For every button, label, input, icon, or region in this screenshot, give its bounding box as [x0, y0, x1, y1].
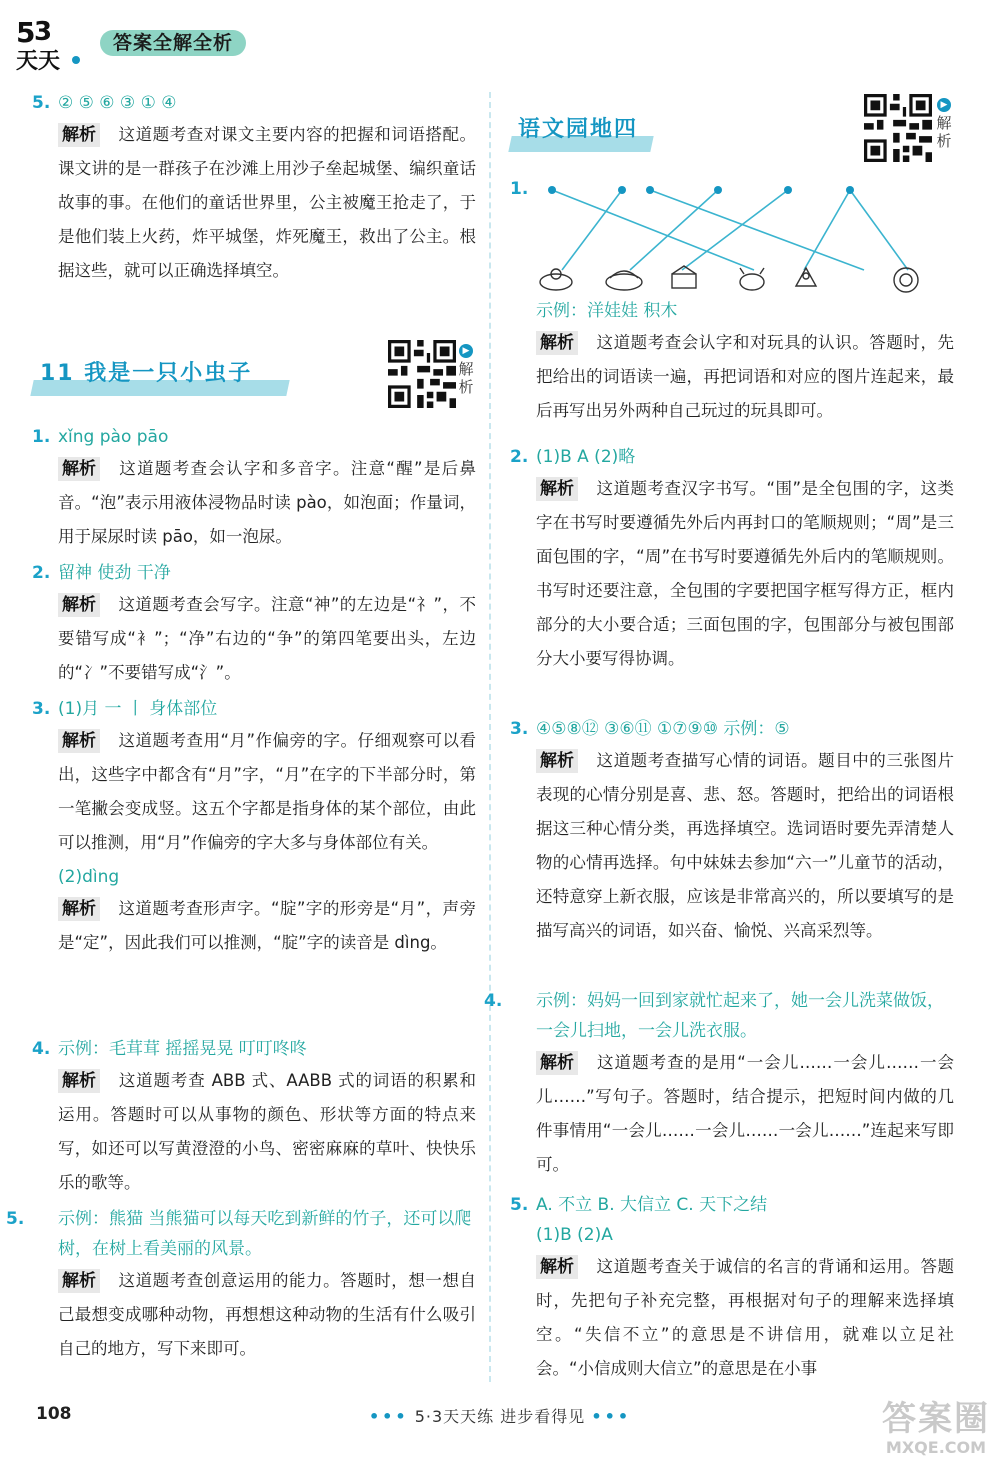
left-q3: 3. (1)月 一 丨 身体部位 解析 这道题考查用“月”作偏旁的字。仔细观察可以看出，这些字中都含有“月”字，“月”在字的下半部分时，第一笔撇会变成竖。这五个字都是指身体的某个部位，由此可以推测，用“月”作偏旁的字大多与身体部位有关。 (2)dìng 解析 这道题考查形声字。“腚”字的形旁是“月”，声旁是“定”，因此我们可以推测，“腚”字的读音是 dìng。 — [32, 699, 476, 952]
page-number: 108 — [36, 1404, 72, 1424]
analysis-text: 这道题考查用“月”作偏旁的字。仔细观察可以看出，这些字中都含有“月”字，“月”在字的下半部分时，第一笔撇会变成竖。这五个字都是指身体的某个部位，由此可以推测，用“月”作偏旁的字大多与身体部位有关。 — [58, 731, 476, 852]
header-tag: 答案全解全析 — [100, 30, 246, 56]
section-title-garden-4: 语文园地四 — [510, 110, 652, 156]
watermark-logo: 答案圈 MXQE.COM — [882, 1399, 990, 1457]
analysis-text: 这道题考查会写字。注意“神”的左边是“礻”，不要错写成“衤”；“净”右边的“争”的第四笔要出头，左边的“冫”不要错写成“氵”。 — [58, 595, 476, 682]
answer-text: ② ⑤ ⑥ ③ ① ④ — [58, 93, 177, 113]
qr-label: ▶ 解析 — [936, 100, 952, 150]
toy-picture-icon — [540, 266, 918, 292]
analysis-text: 这道题考查 ABB 式、AABB 式的词语的积累和运用。答题时可以从事物的颜色、形状等方面的特点来写，如还可以写黄澄澄的小鸟、密密麻麻的草叶、快快乐乐的歌等。 — [58, 1071, 476, 1192]
answer-text: (1)月 一 丨 身体部位 — [58, 699, 218, 719]
answer-text: xǐng pào pāo — [58, 427, 169, 447]
svg-text:3: 3 — [34, 17, 53, 47]
svg-text:天天: 天天 — [16, 49, 61, 74]
analysis-text: 这道题考查创意运用的能力。答题时，想一想自己最想变成哪种动物，再想想这种动物的生活有什么吸引自己的地方，写下来即可。 — [58, 1271, 476, 1358]
question-number: 5. — [32, 93, 51, 113]
left-q4: 4. 示例：毛茸茸 摇摇晃晃 叮叮咚咚 解析 这道题考查 ABB 式、AABB 式的词语的积累和运用。答题时可以从事物的颜色、形状等方面的特点来写，如还可以写黄澄澄的小鸟、密密麻麻的草叶、快快乐乐的歌等。 — [32, 1039, 476, 1192]
analysis-text: 这道题考查会认字和多音字。注意“醒”是后鼻音。“泡”表示用液体浸物品时读 pào，如泡面；作量词，用于屎尿时读 pāo，如一泡尿。 — [58, 459, 476, 546]
analysis-text: 这道题考查汉字书写。“围”是全包围的字，这类字在书写时要遵循先外后内再封口的笔顺规则；“周”是三面包围的字，“周”在书写时要遵循先外后内的笔顺规则。书写时还要注意，全包围的字要把国字框写得方正，框内部分的大小要合适；三面包围的字，包围部分与被包围部分大小要写得协调。 — [536, 479, 954, 668]
left-q1: 1. xǐng pào pāo 解析 这道题考查会认字和多音字。注意“醒”是后鼻音。“泡”表示用液体浸物品时读 pào，如泡面；作量词，用于屎尿时读 pāo，如一泡尿。 — [32, 427, 476, 546]
right-q1: 1. 示例：洋娃娃 积木 解析 这道题考查会认字和对玩具的认识。答题时，先把给出的词语读一遍，再把词语和对应的图片连起来，最后再写出另外两种自己玩过的玩具即可。 — [510, 179, 954, 420]
qr-code-icon[interactable] — [388, 340, 456, 408]
svg-text:5: 5 — [16, 16, 36, 49]
analysis-text: 这道题考查会认字和对玩具的认识。答题时，先把给出的词语读一遍，再把词语和对应的图片连起来，最后再写出另外两种自己玩过的玩具即可。 — [536, 333, 954, 420]
analysis-text: 这道题考查形声字。“腚”字的形旁是“月”，声旁是“定”，因此我们可以推测，“腚”字的读音是 dìng。 — [58, 899, 476, 952]
analysis-text: 这道题考查关于诚信的名言的背诵和运用。答题时，先把句子补充完整，再根据对句子的理解来选择填空。“失信不立”的意思是不讲信用，就难以立足社会。“小信成则大信立”的意思是在小事 — [536, 1257, 954, 1378]
left-q5-prev — [32, 88, 476, 288]
answer-text: 留神 使劲 干净 — [58, 563, 171, 583]
answer-text: (1)B A (2)略 — [536, 447, 636, 467]
section-title-lesson-11: 11 我是一只小虫子 — [32, 354, 288, 400]
column-divider — [489, 92, 491, 1382]
qr-label: ▶ 解析 — [458, 346, 474, 396]
brand-logo-icon — [12, 12, 94, 74]
footer-slogan: ••• 5·3天天练 进步看得见 ••• — [368, 1407, 632, 1426]
analysis-label: 解析 — [58, 123, 100, 147]
right-q5: 5. A. 不立 B. 大信立 C. 天下之结 (1)B (2)A 解析 这道题考查关于诚信的名言的背诵和运用。答题时，先把句子补充完整，再根据对句子的理解来选择填空。“失信不立”的意思是不讲信用，就难以立足社会。“小信成则大信立”的意思是在小事 — [510, 1195, 954, 1378]
answer-text: 示例：妈妈一回到家就忙起来了，她一会儿洗菜做饭，一会儿扫地，一会儿洗衣服。 — [536, 991, 944, 1041]
answer-text: 示例：熊猫 当熊猫可以每天吃到新鲜的竹子，还可以爬树，在树上看美丽的风景。 — [58, 1209, 472, 1259]
left-q5: 5. 示例：熊猫 当熊猫可以每天吃到新鲜的竹子，还可以爬树，在树上看美丽的风景。 解析 这道题考查创意运用的能力。答题时，想一想自己最想变成哪种动物，再想想这种动物的生活有什么吸引自己的地方，写下来即可。 — [6, 1209, 476, 1358]
example-answer: 示例：洋娃娃 积木 — [536, 301, 678, 321]
analysis-text: 这道题考查对课文主要内容的把握和词语搭配。课文讲的是一群孩子在沙滩上用沙子垒起城堡、编织童话故事的事。在他们的童话世界里，公主被魔王抢走了，于是他们装上火药，炸平城堡，炸死魔王，救出了公主。根据这些，就可以正确选择填空。 — [58, 125, 476, 280]
left-q2: 2. 留神 使劲 干净 解析 这道题考查会写字。注意“神”的左边是“礻”，不要错写成“衤”；“净”右边的“争”的第四笔要出头，左边的“冫”不要错写成“氵”。 — [32, 563, 476, 682]
qr-code-icon[interactable] — [864, 94, 932, 162]
right-q4: 4. 示例：妈妈一回到家就忙起来了，她一会儿洗菜做饭，一会儿扫地，一会儿洗衣服。 解析 这道题考查的是用“一会儿……一会儿……一会儿……”写句子。答题时，结合提示，把短时间内做的几件事情用“一会儿……一会儿……一会儿……”连起来写即可。 — [484, 991, 954, 1174]
analysis-text: 这道题考查描写心情的词语。题目中的三张图片表现的心情分别是喜、悲、怒。答题时，把给出的词语根据这三种心情分类，再选择填空。选词语时要先弄清楚人物的心情再选择。句中妹妹去参加“六一”儿童节的活动，还特意穿上新衣服，应该是非常高兴的，所以要填写的是描写高兴的词语，如兴奋、愉悦、兴高采烈等。 — [536, 751, 954, 940]
right-q3: 3. ④⑤⑧⑫ ③⑥⑪ ①⑦⑨⑩ 示例：⑤ 解析 这道题考查描写心情的词语。题目中的三张图片表现的心情分别是喜、悲、怒。答题时，把给出的词语根据这三种心情分类，再选择填空。选词语时要先弄清楚人物的心情再选择。句中妹妹去参加“六一”儿童节的活动，还特意穿上新衣服，应该是非常高兴的，所以要填写的是描写高兴的词语，如兴奋、愉悦、兴高采烈等。 — [510, 719, 954, 940]
analysis-text: 这道题考查的是用“一会儿……一会儿……一会儿……”写句子。答题时，结合提示，把短时间内做的几件事情用“一会儿……一会儿……一会儿……”连起来写即可。 — [536, 1053, 954, 1174]
answer-text: A. 不立 B. 大信立 C. 天下之结 — [536, 1195, 768, 1215]
answer-text: 示例：毛茸茸 摇摇晃晃 叮叮咚咚 — [58, 1039, 307, 1059]
sub-answer: (2)dìng — [58, 867, 120, 887]
matching-diagram — [534, 178, 944, 298]
answer-text: ④⑤⑧⑫ ③⑥⑪ ①⑦⑨⑩ 示例：⑤ — [536, 719, 790, 739]
sub-answer: (1)B (2)A — [536, 1225, 613, 1245]
right-q2: 2. (1)B A (2)略 解析 这道题考查汉字书写。“围”是全包围的字，这类字在书写时要遵循先外后内再封口的笔顺规则；“周”是三面包围的字，“周”在书写时要遵循先外后内的笔顺规则。书写时还要注意，全包围的字要把国字框写得方正，框内部分的大小要合适；三面包围的字，包围部分与被包围部分大小要写得协调。 — [510, 447, 954, 668]
